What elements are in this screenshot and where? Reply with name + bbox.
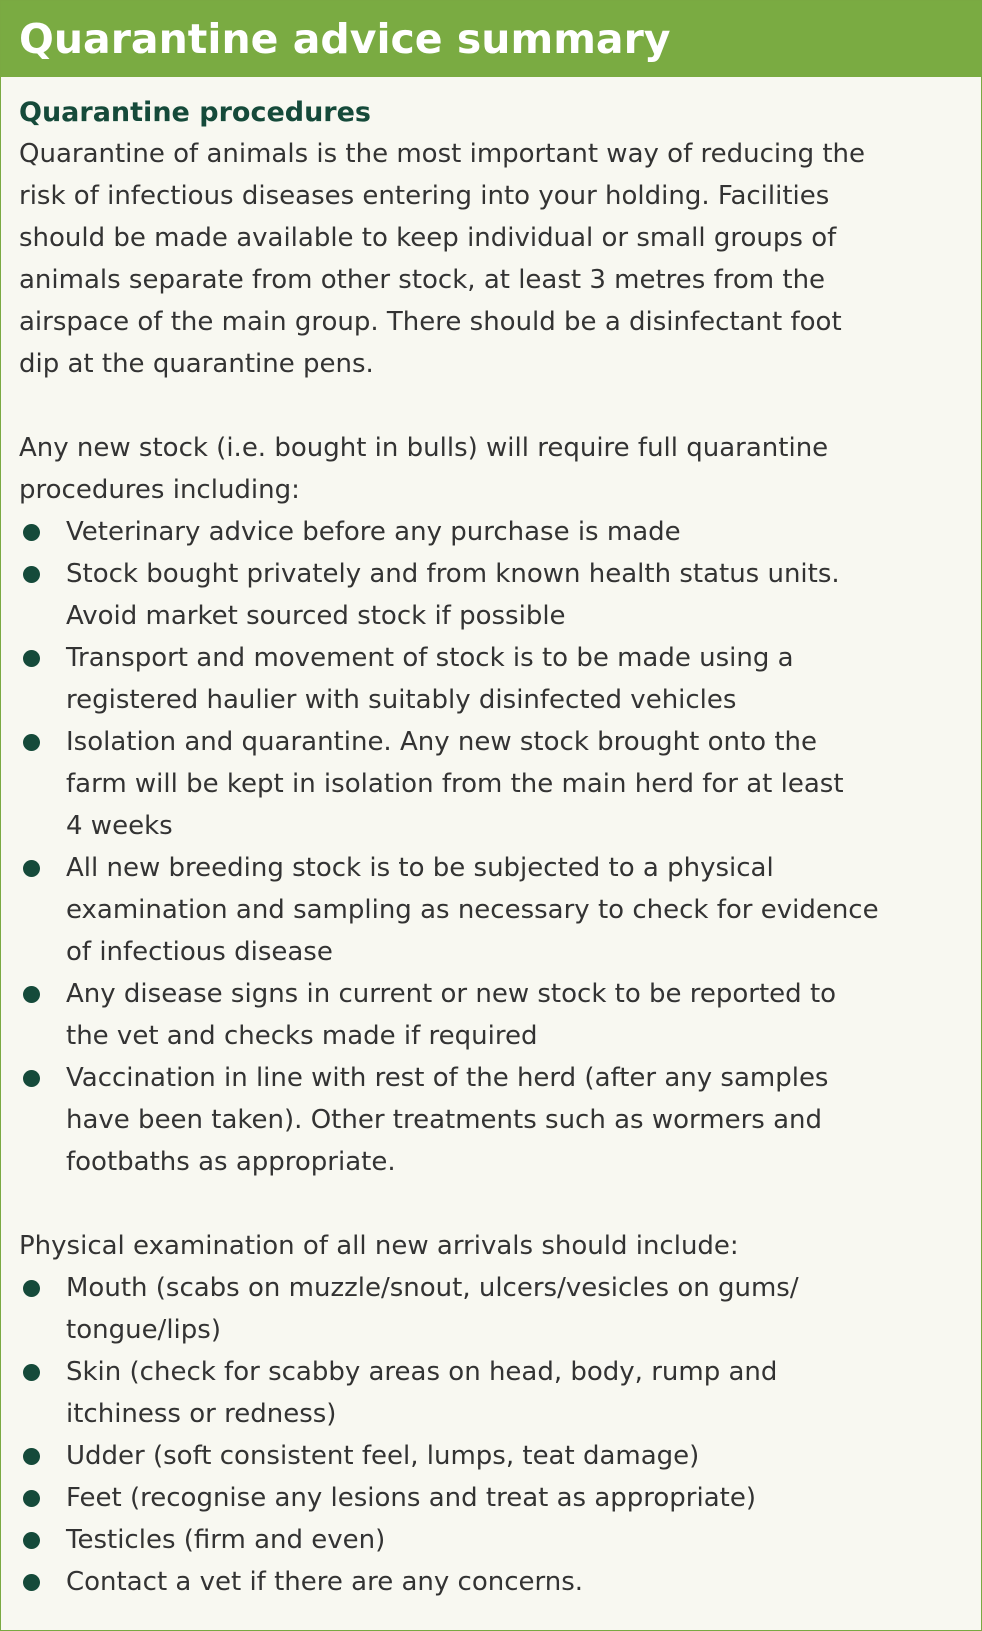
exam-intro: Physical examination of all new arrivals should include: xyxy=(19,1231,739,1261)
list-item-text: Isolation and quarantine. Any new stock brought onto the xyxy=(66,727,818,757)
list-item-text: Avoid market sourced stock if possible xyxy=(66,601,566,631)
list-item-text: tongue/lips) xyxy=(66,1315,221,1345)
procedures-list xyxy=(19,511,964,1183)
bullet-icon xyxy=(23,650,40,667)
list-item-text: Testicles (firm and even) xyxy=(66,1525,386,1555)
intro-line: animals separate from other stock, at least 3 metres from the xyxy=(19,265,826,295)
list-item-text: Skin (check for scabby areas on head, body, rump and xyxy=(66,1357,778,1387)
list-item xyxy=(19,637,964,721)
bullet-icon xyxy=(23,1364,40,1381)
list-item xyxy=(19,511,964,553)
list-item-text: Udder (soft consistent feel, lumps, teat damage) xyxy=(66,1441,700,1471)
list-item-text: Contact a vet if there are any concerns. xyxy=(66,1567,584,1597)
new-stock-paragraph xyxy=(19,427,964,511)
list-item-text: examination and sampling as necessary to check for evidence xyxy=(66,895,879,925)
list-item-text: footbaths as appropriate. xyxy=(66,1147,396,1177)
new-stock-line: Any new stock (i.e. bought in bulls) will require full quarantine xyxy=(19,433,829,463)
intro-line: should be made available to keep individual or small groups of xyxy=(19,223,837,253)
list-item xyxy=(19,1435,964,1477)
bullet-icon xyxy=(23,860,40,877)
list-item xyxy=(19,847,964,973)
examinations-list xyxy=(19,1267,964,1603)
content xyxy=(19,93,964,1603)
page-title: Quarantine advice summary xyxy=(19,15,671,63)
paragraph-gap xyxy=(19,385,964,427)
list-item-text: farm will be kept in isolation from the main herd for at least xyxy=(66,769,844,799)
bullet-icon xyxy=(23,1280,40,1297)
list-item-text: All new breeding stock is to be subjected to a physical xyxy=(66,853,774,883)
bullet-icon xyxy=(23,566,40,583)
intro-line: airspace of the main group. There should be a disinfectant foot xyxy=(19,307,842,337)
bullet-icon xyxy=(23,1574,40,1591)
list-item xyxy=(19,721,964,847)
list-item-text: 4 weeks xyxy=(66,811,173,841)
intro-line: risk of infectious diseases entering into your holding. Facilities xyxy=(19,181,830,211)
list-item-text: Veterinary advice before any purchase is made xyxy=(66,517,681,547)
paragraph-gap xyxy=(19,1183,964,1225)
list-item-text: Mouth (scabs on muzzle/snout, ulcers/vesicles on gums/ xyxy=(66,1273,799,1303)
bullet-icon xyxy=(23,1448,40,1465)
list-item xyxy=(19,1351,964,1435)
list-item-text: Vaccination in line with rest of the herd (after any samples xyxy=(66,1063,829,1093)
section-heading: Quarantine procedures xyxy=(19,97,372,128)
intro-line: Quarantine of animals is the most important way of reducing the xyxy=(19,139,866,169)
list-item-text: of infectious disease xyxy=(66,937,333,967)
list-item xyxy=(19,1267,964,1351)
list-item xyxy=(19,1477,964,1519)
intro-paragraph xyxy=(19,133,964,385)
bullet-icon xyxy=(23,1490,40,1507)
intro-line: dip at the quarantine pens. xyxy=(19,349,374,379)
list-item xyxy=(19,1057,964,1183)
list-item-text: registered haulier with suitably disinfected vehicles xyxy=(66,685,737,715)
list-item xyxy=(19,973,964,1057)
list-item-text: have been taken). Other treatments such as wormers and xyxy=(66,1105,822,1135)
list-item-text: Any disease signs in current or new stock to be reported to xyxy=(66,979,837,1009)
header-bar xyxy=(1,1,981,77)
bullet-icon xyxy=(23,734,40,751)
list-item-text: itchiness or redness) xyxy=(66,1399,337,1429)
bullet-icon xyxy=(23,986,40,1003)
list-item xyxy=(19,1519,964,1561)
bullet-icon xyxy=(23,1532,40,1549)
list-item-text: Feet (recognise any lesions and treat as appropriate) xyxy=(66,1483,756,1513)
bullet-icon xyxy=(23,524,40,541)
list-item xyxy=(19,553,964,637)
list-item-text: the vet and checks made if required xyxy=(66,1021,538,1051)
new-stock-line: procedures including: xyxy=(19,475,300,505)
bullet-icon xyxy=(23,1070,40,1087)
list-item-text: Transport and movement of stock is to be made using a xyxy=(66,643,794,673)
list-item-text: Stock bought privately and from known health status units. xyxy=(66,559,840,589)
list-item xyxy=(19,1561,964,1603)
